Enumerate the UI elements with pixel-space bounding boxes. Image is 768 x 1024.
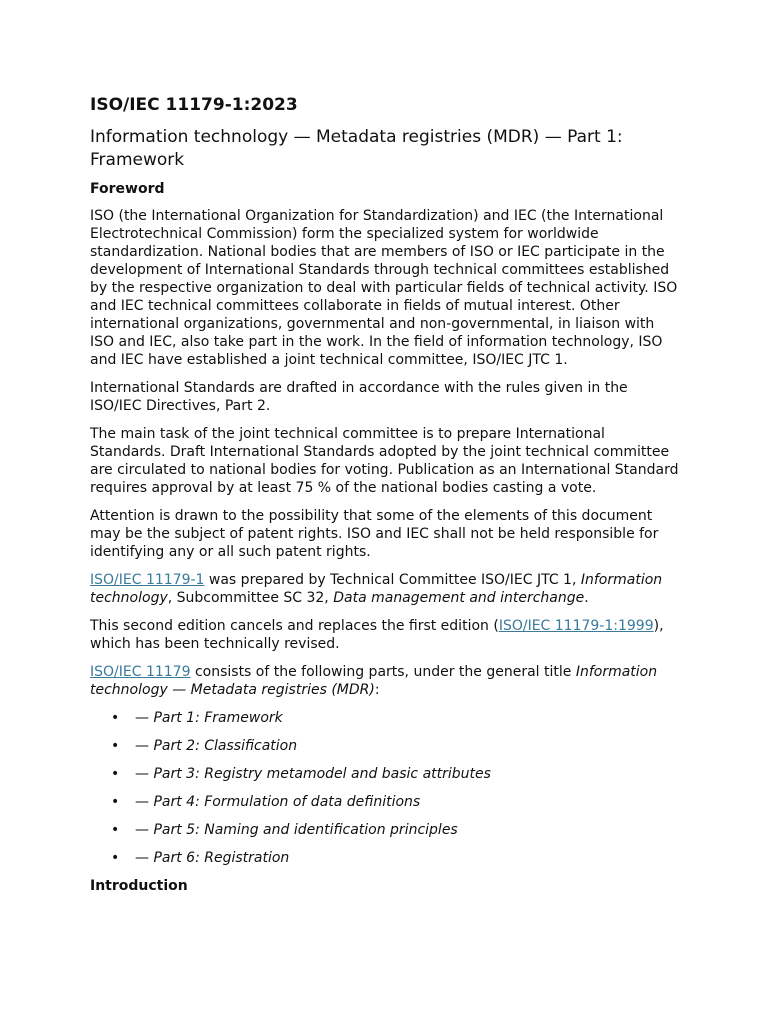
paragraph-text: This second edition cancels and replaces the first edition ( [90, 618, 499, 634]
list-item [90, 709, 680, 727]
part-label: — Part 5: Naming and identification principles [135, 822, 458, 838]
general-title: Information technology — Metadata registries (MDR) [90, 664, 658, 698]
bullet: • [111, 710, 120, 726]
foreword-paragraph-5 [90, 571, 680, 607]
paragraph-text: . [584, 590, 589, 606]
list-item [90, 737, 680, 755]
paragraph-text: ), which has been technically revised. [90, 618, 664, 652]
foreword-paragraph-2: International Standards are drafted in accordance with the rules given in the ISO/IEC Directives, Part 2. [90, 380, 628, 414]
document-title: ISO/IEC 11179-1:2023 [90, 95, 298, 115]
foreword-paragraph-4: Attention is drawn to the possibility that some of the elements of this document may be the subject of patent rights. ISO and IEC shall not be held responsible for identifying any or all such patent rights. [90, 508, 659, 560]
document-subtitle: Information technology — Metadata registries (MDR) — Part 1: Framework [90, 127, 623, 170]
part-label: — Part 1: Framework [135, 710, 283, 726]
paragraph-text: : [374, 682, 380, 698]
paragraph-text: consists of the following parts, under the general title [190, 664, 576, 680]
parts-list [90, 709, 680, 867]
list-item [90, 793, 680, 811]
bullet: • [111, 738, 120, 754]
paragraph-text: was prepared by Technical Committee ISO/IEC JTC 1, [204, 572, 581, 588]
list-item [90, 821, 680, 839]
subcommittee-name: Data management and interchange [333, 590, 585, 606]
part-label: — Part 3: Registry metamodel and basic attributes [135, 766, 491, 782]
list-item [90, 849, 680, 867]
bullet: • [111, 822, 120, 838]
committee-name: Information technology [90, 572, 663, 606]
paragraph-text: , Subcommittee SC 32, [167, 590, 334, 606]
list-item [90, 765, 680, 783]
foreword-heading: Foreword [90, 181, 165, 197]
foreword-paragraph-6 [90, 617, 680, 653]
iso-iec-11179-link[interactable]: ISO/IEC 11179 [90, 664, 191, 680]
foreword-paragraph-7 [90, 663, 680, 699]
part-label: — Part 2: Classification [135, 738, 298, 754]
introduction-heading: Introduction [90, 878, 188, 894]
part-label: — Part 4: Formulation of data definitions [135, 794, 421, 810]
iso-iec-11179-1-link[interactable]: ISO/IEC 11179-1 [90, 572, 205, 588]
bullet: • [111, 794, 120, 810]
bullet: • [111, 766, 120, 782]
bullet: • [111, 850, 120, 866]
iso-iec-11179-1-1999-link[interactable]: ISO/IEC 11179-1:1999 [498, 618, 654, 634]
part-label: — Part 6: Registration [135, 850, 290, 866]
foreword-paragraph-3: The main task of the joint technical committee is to prepare International Standards. Draft International Standards adopted by the joint technical committee are circulated to national bodies for voting. Publication as an International Standard requires approval by at least 75 % of the national bodies casting a vote. [90, 426, 679, 496]
foreword-paragraph-1: ISO (the International Organization for Standardization) and IEC (the International Electrotechnical Commission) form the specialized system for worldwide standardization. National bodies that are members of ISO or IEC participate in the development of International Standards through technical committees established by the respective organization to deal with particular fields of technical activity. ISO and IEC technical committees collaborate in fields of mutual interest. Other international organizations, governmental and non-governmental, in liaison with ISO and IEC, also take part in the work. In the field of information technology, ISO and IEC have established a joint technical committee, ISO/IEC JTC 1. [90, 208, 678, 368]
